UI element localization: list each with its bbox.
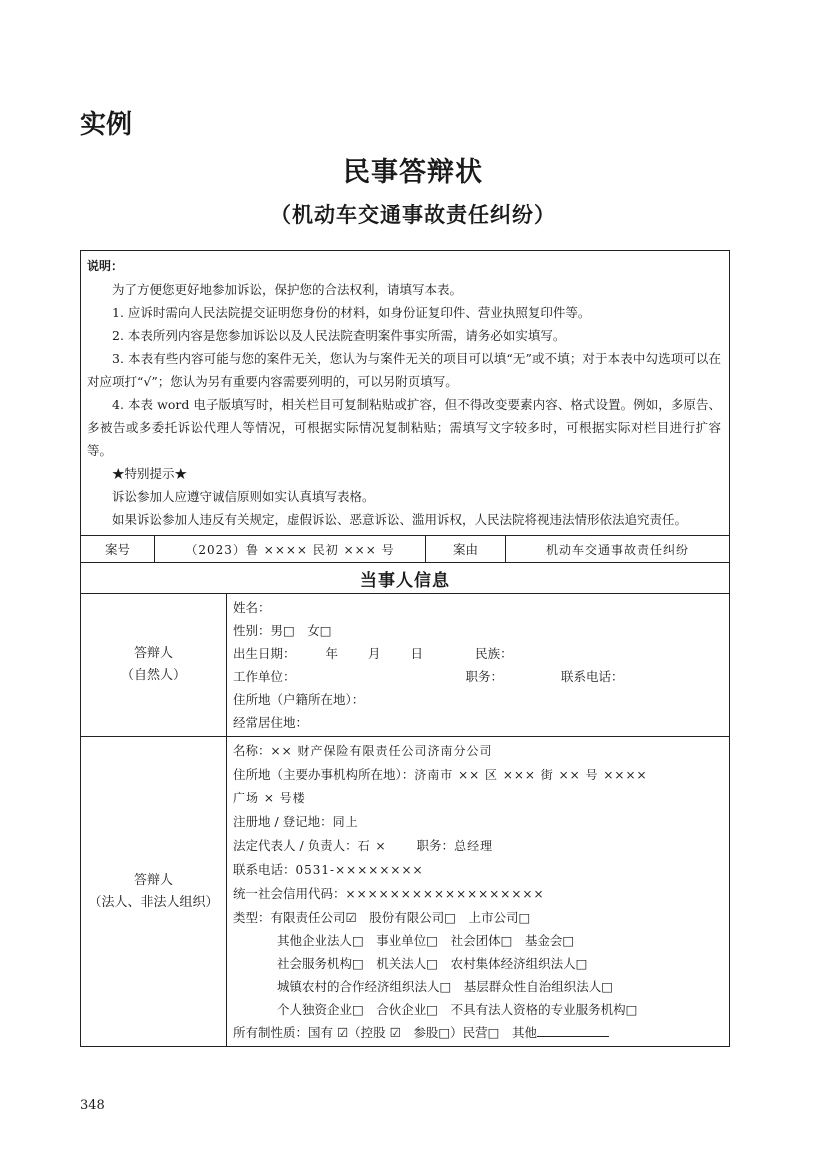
answer-form-table — [80, 250, 730, 1047]
org-phone-value: 0531-×××××××× — [295, 863, 424, 877]
party-type: （自然人） — [120, 668, 186, 683]
document-title: 民事答辩状 — [343, 157, 483, 188]
org-name-label: 名称： — [233, 743, 271, 758]
org-phone-line — [233, 858, 723, 882]
credit-code-line — [233, 882, 723, 906]
ethnicity-label: 民族： — [475, 646, 513, 661]
org-address-continued: 广场 × 号楼 — [233, 791, 306, 805]
credit-code-value: ×××××××××××××××××× — [345, 887, 545, 901]
representative-position-label: 职务： — [416, 838, 455, 853]
gender-field: 性别：男□ 女□ — [233, 623, 332, 638]
instruction-paragraph: 如果诉讼参加人违反有关规定，虚假诉讼、恶意诉讼、滥用诉权，人民法院将视违法情形依法追究责任。 — [112, 512, 688, 527]
party-role: 答辩人 — [133, 646, 173, 661]
section-heading: 实例 — [80, 110, 133, 140]
registration-value: 同上 — [332, 815, 359, 829]
org-type-line: 类型：有限责任公司☑ 股份有限公司□ 上市公司□ — [233, 910, 531, 925]
org-name-line — [233, 739, 723, 763]
case-cause-value: 机动车交通事故责任纠纷 — [506, 536, 730, 563]
natural-person-fields — [227, 594, 730, 737]
org-address-value: 济南市 ×× 区 ××× 街 ×× 号 ×××× — [414, 768, 648, 782]
instruction-paragraph: 为了方便您更好地参加诉讼，保护您的合法权利，请填写本表。 — [112, 282, 463, 297]
document-subtitle: （机动车交通事故责任纠纷） — [270, 203, 556, 227]
representative-line — [233, 834, 723, 858]
instruction-paragraph: 2. 本表所列内容是您参加诉讼以及人民法院查明案件事实所需，请务必如实填写。 — [112, 328, 566, 343]
registration-label: 注册地 / 登记地： — [233, 814, 333, 829]
instructions-box — [81, 251, 730, 536]
employer-line — [233, 665, 723, 688]
representative-position-value: 总经理 — [454, 839, 494, 853]
position-label: 职务： — [465, 669, 504, 684]
ownership-options: 所有制性质：国有 ☑（控股 ☑ 参股□）民营□ 其他 — [233, 1025, 537, 1040]
credit-code-label: 统一社会信用代码： — [233, 886, 346, 901]
org-type-line: 其他企业法人□ 事业单位□ 社会团体□ 基金会□ — [277, 933, 575, 948]
org-address-label: 住所地（主要办事机构所在地）： — [233, 767, 415, 782]
name-field: 姓名： — [233, 600, 271, 615]
party-info-section-title: 当事人信息 — [81, 563, 730, 594]
case-number-label: 案号 — [81, 536, 155, 563]
other-blank-underline — [537, 1022, 609, 1037]
birth-ethnicity-line — [233, 642, 723, 665]
registration-line — [233, 810, 723, 834]
natural-person-label — [81, 594, 227, 737]
legal-person-fields — [227, 737, 730, 1047]
org-type-line: 社会服务机构□ 机关法人□ 农村集体经济组织法人□ — [277, 956, 588, 971]
org-phone-label: 联系电话： — [233, 862, 296, 877]
phone-label: 联系电话： — [561, 669, 624, 684]
party-type: （法人、非法人组织） — [88, 894, 219, 910]
special-notice-heading: ★特别提示★ — [112, 466, 188, 481]
case-info-row — [81, 536, 730, 563]
legal-person-label — [81, 737, 227, 1047]
representative-value: 石 × — [357, 839, 387, 853]
instruction-paragraph: 4. 本表 word 电子版填写时，相关栏目可复制粘贴或扩容，但不得改变要素内容、格式设置。例如，多原告、多被告或多委托诉讼代理人等情况，可根据实际情况复制粘贴；需填写文字较多时，可根据实际对栏目进行扩容等。 — [87, 397, 722, 458]
instruction-paragraph: 诉讼参加人应遵守诚信原则如实认真填写表格。 — [112, 489, 375, 504]
day-label: 日 — [410, 646, 424, 661]
page-number: 348 — [80, 1098, 105, 1113]
org-address-line — [233, 763, 723, 787]
org-type-line: 个人独资企业□ 合伙企业□ 不具有法人资格的专业服务机构□ — [277, 1002, 638, 1017]
case-cause-label: 案由 — [426, 536, 506, 563]
instruction-paragraph: 1. 应诉时需向人民法院提交证明您身份的材料，如身份证复印件、营业执照复印件等。 — [112, 305, 591, 320]
instruction-paragraph: 3. 本表有些内容可能与您的案件无关，您认为与案件无关的项目可以填“无”或不填；对于本表中勾选项可以在对应项打“√”；您认为另有重要内容需要列明的，可以另附页填写。 — [87, 351, 722, 389]
instructions-label: 说明： — [87, 259, 124, 273]
representative-label: 法定代表人 / 负责人： — [233, 838, 358, 853]
birth-date-label: 出生日期： — [233, 646, 296, 661]
org-type-line: 城镇农村的合作经济组织法人□ 基层群众性自治组织法人□ — [277, 979, 614, 994]
domicile-field: 住所地（户籍所在地）： — [233, 692, 365, 707]
case-number-value: （2023）鲁 ×××× 民初 ××× 号 — [155, 536, 426, 563]
month-label: 月 — [368, 646, 381, 661]
ownership-line — [233, 1021, 723, 1044]
residence-field: 经常居住地： — [233, 715, 309, 730]
org-name-value: ×× 财产保险有限责任公司济南分公司 — [270, 744, 493, 758]
year-label: 年 — [325, 646, 339, 661]
party-role: 答辩人 — [133, 872, 173, 888]
employer-label: 工作单位： — [233, 669, 296, 684]
